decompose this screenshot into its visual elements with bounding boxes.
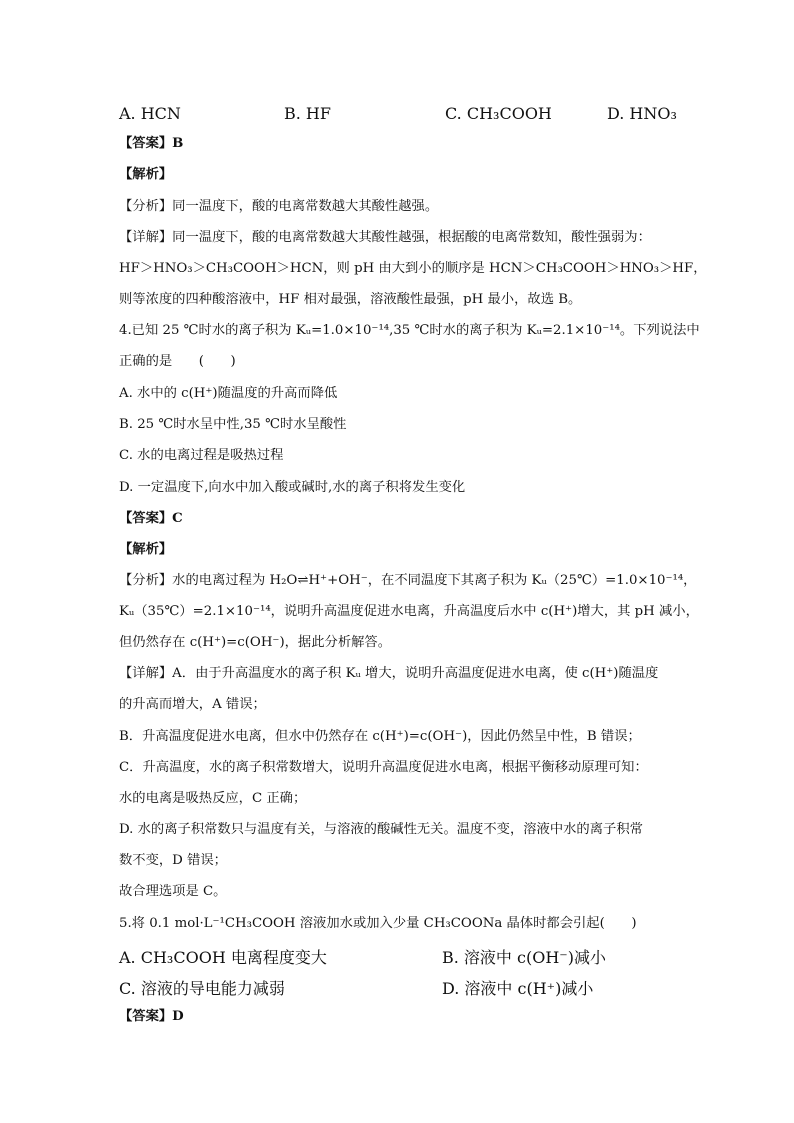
q5-option-b: B. 溶液中 c(OH⁻)减小 [442,948,606,967]
q4-fenxi-line: Kᵤ（35℃）=2.1×10⁻¹⁴，说明升高温度促进水电离，升高温度后水中 c(H⁺)增大，其 pH 减小， [119,604,699,619]
q4-option-d: D. 一定温度下,向水中加入酸或碱时,水的离子积将发生变化 [119,480,466,495]
q3-option-a: A. HCN [119,104,181,123]
q4-xiangjie-line: B．升高温度促进水电离，但水中仍然存在 c(H⁺)=c(OH⁻)，因此仍然呈中性，B 错误； [119,729,641,744]
q4-fenxi-line: 【分析】水的电离过程为 H₂O⇌H⁺+OH⁻，在不同温度下其离子积为 Kᵤ（25℃）=1.0×10⁻¹⁴， [119,573,697,588]
q4-conclusion: 故合理选项是 C。 [119,884,227,899]
q4-option-a: A. 水中的 c(H⁺)随温度的升高而降低 [119,386,338,401]
q3-xiangjie-line: HF＞HNO₃＞CH₃COOH＞HCN，则 pH 由大到小的顺序是 HCN＞CH₃COOH＞HNO₃＞HF， [119,261,707,276]
q4-analysis-label: 【解析】 [119,542,173,557]
q4-xiangjie-line: 水的电离是吸热反应，C 正确； [119,791,307,806]
q4-answer: 【答案】C [119,511,183,526]
q4-xiangjie-line: 的升高而增大，A 错误； [119,697,266,712]
q4-fenxi-line: 但仍然存在 c(H⁺)=c(OH⁻)，据此分析解答。 [119,635,392,650]
q4-xiangjie-line: 数不变，D 错误； [119,853,227,868]
q3-answer: 【答案】B [119,136,184,151]
q4-xiangjie-line: D. 水的离子积常数只与温度有关，与溶液的酸碱性无关。温度不变，溶液中水的离子积常 [119,822,643,837]
q5-option-a: A. CH₃COOH 电离程度变大 [119,948,327,967]
q5-answer: 【答案】D [119,1009,184,1024]
q4-stem-line: 4.已知 25 ℃时水的离子积为 Kᵤ=1.0×10⁻¹⁴,35 ℃时水的离子积为 Kᵤ=2.1×10⁻¹⁴。下列说法中 [119,323,700,338]
q4-xiangjie-line: C．升高温度，水的离子积常数增大，说明升高温度促进水电离，根据平衡移动原理可知： [119,760,648,775]
q4-option-c: C. 水的电离过程是吸热过程 [119,448,284,463]
q3-option-c: C. CH₃COOH [445,104,552,123]
q3-analysis-label: 【解析】 [119,167,173,182]
q5-option-c: C. 溶液的导电能力减弱 [119,979,285,998]
q3-option-b: B. HF [284,104,331,123]
q4-stem-line: 正确的是 ( ) [119,354,236,369]
q4-xiangjie-line: 【详解】A．由于升高温度水的离子积 Kᵤ 增大，说明升高温度促进水电离，使 c(H⁺)随温度 [119,666,659,681]
q5-stem: 5.将 0.1 mol·L⁻¹CH₃COOH 溶液加水或加入少量 CH₃COONa 晶体时都会引起( ) [119,916,637,931]
q3-xiangjie-line: 则等浓度的四种酸溶液中，HF 相对最强，溶液酸性最强，pH 最小，故选 B。 [119,292,582,307]
q4-option-b: B. 25 ℃时水呈中性,35 ℃时水呈酸性 [119,417,347,432]
q3-xiangjie-line: 【详解】同一温度下，酸的电离常数越大其酸性越强，根据酸的电离常数知，酸性强弱为： [119,230,651,245]
q3-fenxi: 【分析】同一温度下，酸的电离常数越大其酸性越强。 [119,199,439,214]
q3-option-d: D. HNO₃ [607,104,677,123]
q5-option-d: D. 溶液中 c(H⁺)减小 [442,979,594,998]
